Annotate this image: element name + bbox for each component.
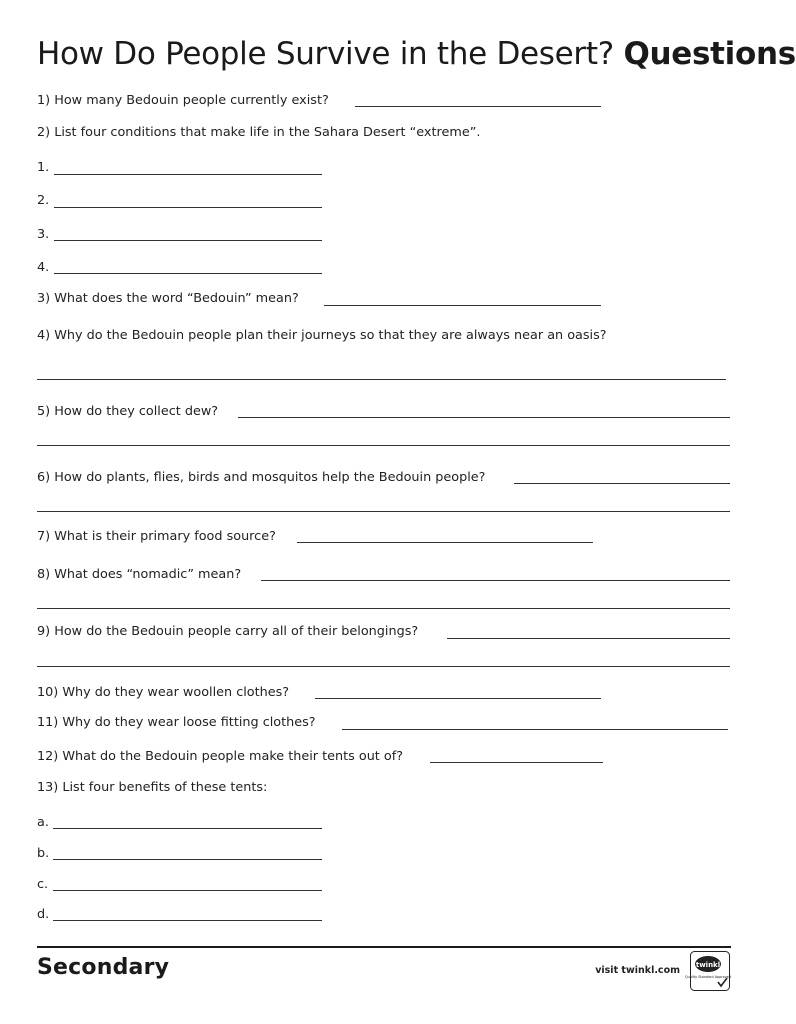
title-main: How Do People Survive in the Desert? [37, 36, 614, 72]
question-11: 11) Why do they wear loose fitting clothes? [37, 715, 316, 730]
condition-line-3[interactable] [54, 240, 322, 241]
answer-line-7[interactable] [297, 542, 593, 543]
footer-brand: Secondary [37, 955, 170, 980]
answer-line-1[interactable] [355, 106, 601, 107]
benefit-label-d: d. [37, 907, 50, 922]
question-13: 13) List four benefits of these tents: [37, 780, 268, 795]
question-5: 5) How do they collect dew? [37, 404, 219, 419]
question-6: 6) How do plants, flies, birds and mosquitos help the Bedouin people? [37, 470, 486, 485]
condition-line-4[interactable] [54, 273, 322, 274]
question-10: 10) Why do they wear woollen clothes? [37, 685, 290, 700]
footer-site-link[interactable]: visit twinkl.com [595, 965, 680, 976]
answer-line-8a[interactable] [261, 580, 730, 581]
answer-line-9b[interactable] [37, 666, 730, 667]
question-9: 9) How do the Bedouin people carry all of their belongings? [37, 624, 419, 639]
page-title [37, 36, 796, 72]
answer-line-6b[interactable] [37, 511, 730, 512]
answer-line-10[interactable] [315, 698, 601, 699]
benefit-label-c: c. [37, 877, 49, 892]
benefit-label-a: a. [37, 815, 49, 830]
answer-line-5b[interactable] [37, 445, 730, 446]
answer-line-11[interactable] [342, 729, 728, 730]
question-12: 12) What do the Bedouin people make their tents out of? [37, 749, 404, 764]
condition-label-4: 4. [37, 260, 50, 275]
answer-line-8b[interactable] [37, 608, 730, 609]
badge-caption-text: Quality Standard Approved [685, 975, 731, 979]
title-emphasis: Questions [623, 36, 796, 72]
answer-line-6a[interactable] [514, 483, 730, 484]
condition-line-2[interactable] [54, 207, 322, 208]
condition-line-1[interactable] [54, 174, 322, 175]
question-2: 2) List four conditions that make life in the Sahara Desert “extreme”. [37, 125, 481, 140]
answer-line-5a[interactable] [238, 417, 730, 418]
badge-logo-text: twinkl [695, 961, 721, 969]
question-3: 3) What does the word “Bedouin” mean? [37, 291, 299, 306]
benefit-line-a[interactable] [53, 828, 322, 829]
benefit-line-b[interactable] [53, 859, 322, 860]
answer-line-4[interactable] [37, 379, 726, 380]
answer-line-3[interactable] [324, 305, 601, 306]
question-4: 4) Why do the Bedouin people plan their journeys so that they are always near an oasis? [37, 328, 607, 343]
condition-label-2: 2. [37, 193, 50, 208]
question-7: 7) What is their primary food source? [37, 529, 276, 544]
benefit-line-c[interactable] [53, 890, 322, 891]
condition-label-3: 3. [37, 227, 50, 242]
benefit-line-d[interactable] [53, 920, 322, 921]
question-1: 1) How many Bedouin people currently exist? [37, 93, 329, 108]
condition-label-1: 1. [37, 160, 50, 175]
answer-line-12[interactable] [430, 762, 603, 763]
footer-divider [37, 946, 731, 948]
question-8: 8) What does “nomadic” mean? [37, 567, 242, 582]
quality-badge-icon [685, 951, 731, 991]
answer-line-9a[interactable] [447, 638, 730, 639]
benefit-label-b: b. [37, 846, 50, 861]
